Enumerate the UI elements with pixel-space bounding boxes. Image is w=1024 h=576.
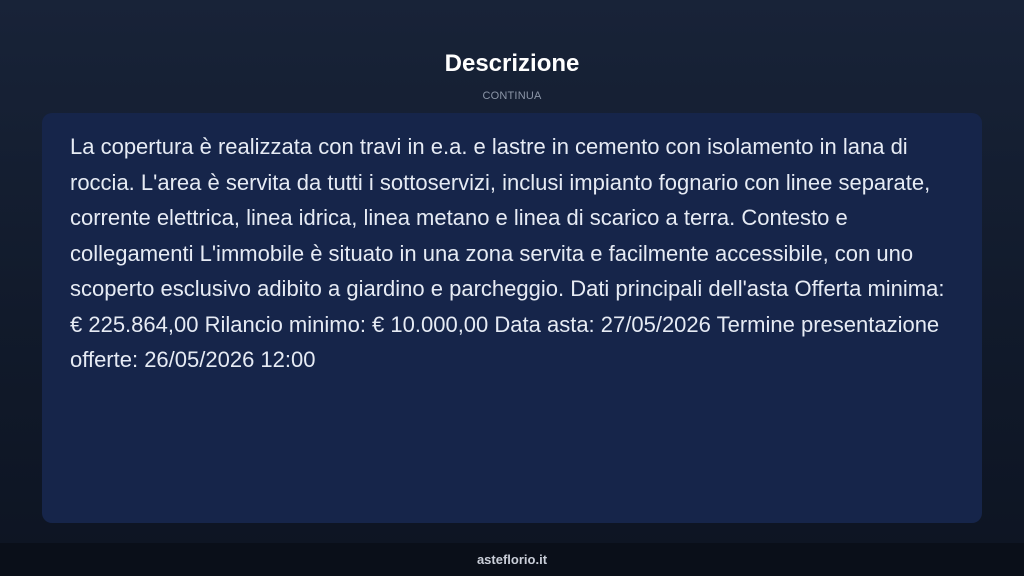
description-text: La copertura è realizzata con travi in e.a. e lastre in cemento con isolamento in lana di roccia. L'area è servita da tutti i sottoservizi, inclusi impianto fognario con linee separate, corrente elettrica, linea idrica, linea metano e linea di scarico a terra. Contesto e collegamenti L'immobile è situato in una zona servita e facilmente accessibile, con uno scoperto esclusivo adibito a giardino e parcheggio. Dati principali dell'asta Offerta minima: € 225.864,00 Rilancio minimo: € 10.000,00 Data asta: 27/05/2026 Termine presentazione offerte: 26/05/2026 12:00 [70,134,945,372]
description-card [42,113,982,523]
footer-site-name: asteflorio.it [476,552,548,567]
page-subtitle: CONTINUA [482,90,542,102]
page-title: Descrizione [444,50,580,77]
footer-bar [0,543,1024,576]
